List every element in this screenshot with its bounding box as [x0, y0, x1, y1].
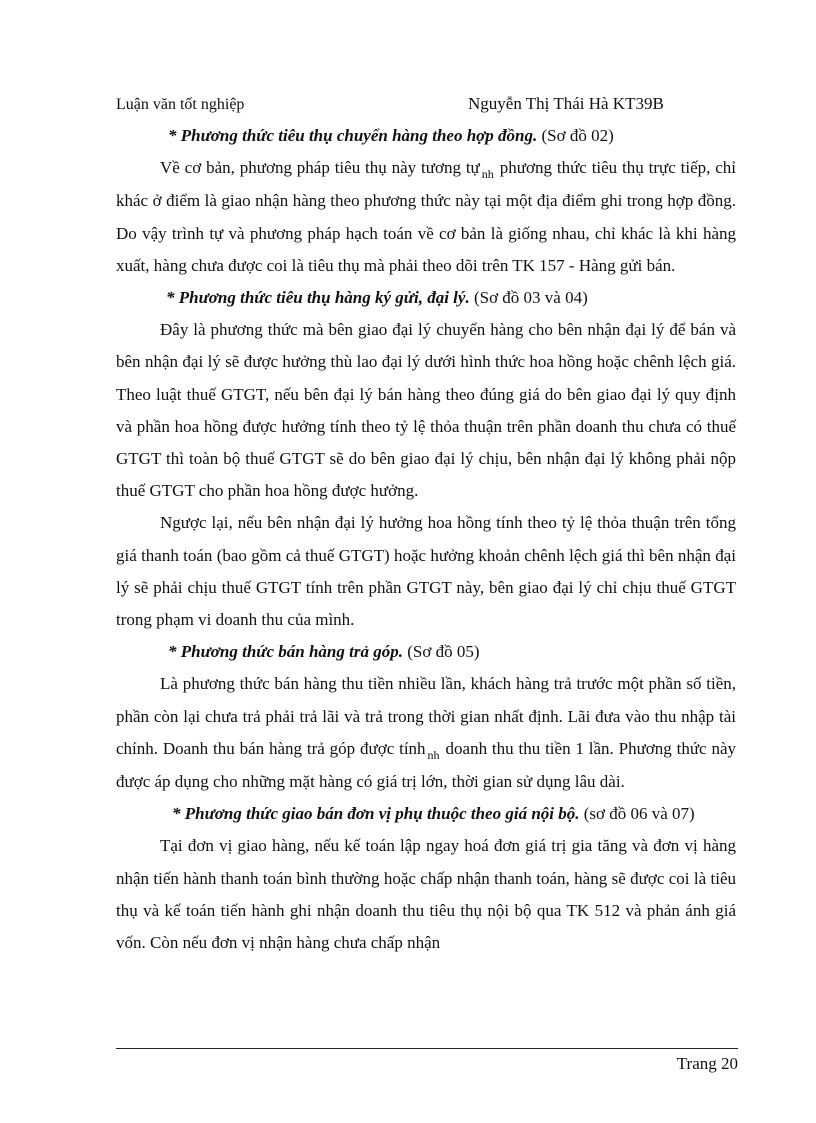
- document-body: [116, 120, 736, 959]
- section-heading-ref: (Sơ đồ 02): [537, 126, 614, 145]
- paragraph-text: Về cơ bản, phương pháp tiêu thụ này tương tự: [160, 158, 480, 178]
- section-heading-title: * Phương thức tiêu thụ chuyển hàng theo hợp đồng.: [168, 126, 538, 145]
- section-heading-title: * Phương thức bán hàng trả góp.: [168, 642, 403, 662]
- header-author: Nguyễn Thị Thái Hà KT39B: [468, 94, 664, 113]
- section-heading-title: * Phương thức tiêu thụ hàng ký gửi, đại lý.: [166, 288, 470, 308]
- section-heading: [116, 636, 736, 668]
- paragraph: [116, 152, 736, 282]
- page-number: Trang 20: [676, 1054, 738, 1073]
- section-heading-ref: (Sơ đồ 03 và 04): [469, 288, 588, 308]
- section-heading-ref: (Sơ đồ 05): [402, 642, 480, 662]
- paragraph-text: phương thức tiêu thụ trực tiếp, chỉ khác ở điểm là giao nhận hàng theo phương thức này tại một địa điểm ghi trong hợp đồng. Do vậy trình tự và phương pháp hạch toán về cơ bản là giống nhau, chỉ khác là khi hàng xuất, hàng chưa được coi là tiêu thụ mà phải theo dõi trên TK 157 - Hàng gửi bán.: [116, 158, 736, 275]
- paragraph: Ngược lại, nếu bên nhận đại lý hưởng hoa hồng tính theo tỷ lệ thỏa thuận trên tổng giá thanh toán (bao gồm cả thuế GTGT) hoặc hưởng khoản chênh lệch giá thì bên nhận đại lý sẽ phải chịu thuế GTGT tính trên phần GTGT này, bên giao đại lý chỉ chịu thuế GTGT trong phạm vi doanh thu của mình.: [116, 513, 736, 630]
- section-heading: [116, 798, 736, 830]
- paragraph: [116, 668, 736, 798]
- stray-fragment: nh: [481, 167, 494, 182]
- paragraph: Đây là phương thức mà bên giao đại lý chuyển hàng cho bên nhận đại lý để bán và bên nhận đại lý sẽ được hưởng thù lao đại lý dưới hình thức hoa hồng hoặc chênh lệch giá. Theo luật thuế GTGT, nếu bên đại lý bán hàng theo đúng giá do bên giao đại lý quy định và phần hoa hồng được hưởng tính theo tỷ lệ thỏa thuận trên phần doanh thu chưa có thuế GTGT thì toàn bộ thuế GTGT sẽ do bên giao đại lý chịu, bên nhận đại lý không phải nộp thuế GTGT cho phần hoa hồng được hưởng.: [116, 320, 736, 501]
- section-heading-ref: (sơ đồ 06 và 07): [579, 804, 695, 824]
- paragraph: Tại đơn vị giao hàng, nếu kế toán lập ngay hoá đơn giá trị gia tăng và đơn vị hàng nhận tiến hành thanh toán bình thường hoặc chấp nhận thanh toán, hàng sẽ được coi là tiêu thụ và kế toán tiến hành ghi nhận doanh thu tiêu thụ nội bộ qua TK 512 và phản ánh giá vốn. Còn nếu đơn vị nhận hàng chưa chấp nhận: [116, 836, 736, 953]
- paragraph-text: doanh thu thu tiền 1 lần. Phương thức này được áp dụng cho những mặt hàng có giá trị lớn, thời gian sử dụng lâu dài.: [116, 738, 736, 792]
- footer-rule: [116, 1048, 738, 1049]
- header-thesis-label: Luận văn tốt nghiệp: [116, 96, 245, 113]
- paragraph-text: Là phương thức bán hàng thu tiền nhiều lần, khách hàng trả trước một phần số tiền, phần còn lại chưa trả phải trả lãi và trả trong thời gian nhất định. Lãi đưa vào thu nhập tài chính. Doanh thu bán hàng trả góp được tính: [116, 674, 736, 758]
- page-header: [116, 94, 736, 120]
- section-heading: [116, 282, 736, 314]
- section-heading-title: * Phương thức giao bán đơn vị phụ thuộc theo giá nội bộ.: [172, 804, 580, 824]
- stray-fragment: nh: [427, 747, 440, 762]
- section-heading: [116, 120, 736, 152]
